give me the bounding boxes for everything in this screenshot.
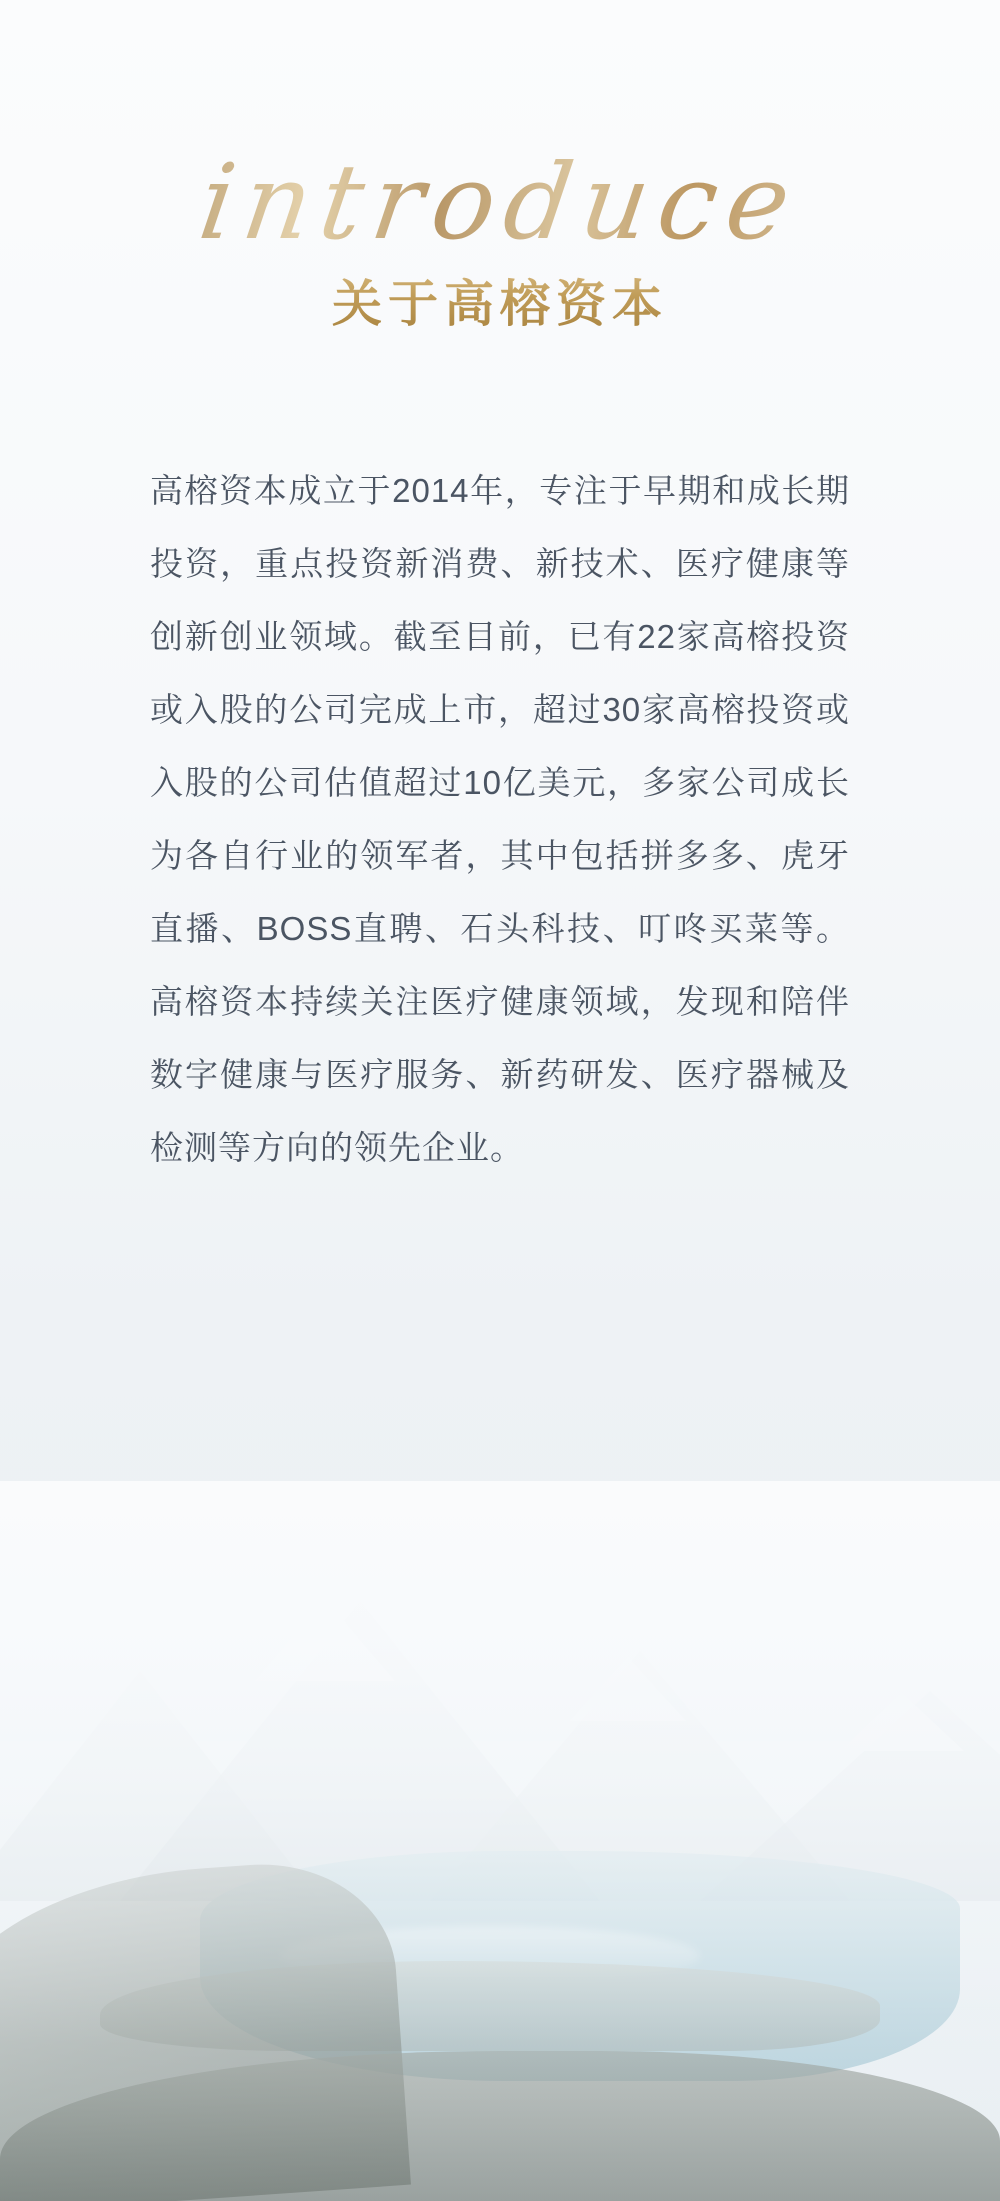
background-scenery <box>0 1481 1000 2201</box>
background-fade-veil <box>0 1481 1000 2201</box>
script-heading: introduce <box>192 141 808 263</box>
page-title: 关于高榕资本 <box>332 264 668 336</box>
poster-header <box>0 0 1000 336</box>
intro-paragraph: 高榕资本成立于2014年，专注于早期和成长期投资，重点投资新消费、新技术、医疗健康等创新创业领域。截至目前，已有22家高榕投资或入股的公司完成上市，超过30家高榕投资或入股的公司估值超过10亿美元，多家公司成长为各自行业的领军者，其中包括拼多多、虎牙直播、BOSS直聘、石头科技、叮咚买菜等。高榕资本持续关注医疗健康领域，发现和陪伴数字健康与医疗服务、新药研发、医疗器械及检测等方向的领先企业。 <box>150 472 850 1166</box>
